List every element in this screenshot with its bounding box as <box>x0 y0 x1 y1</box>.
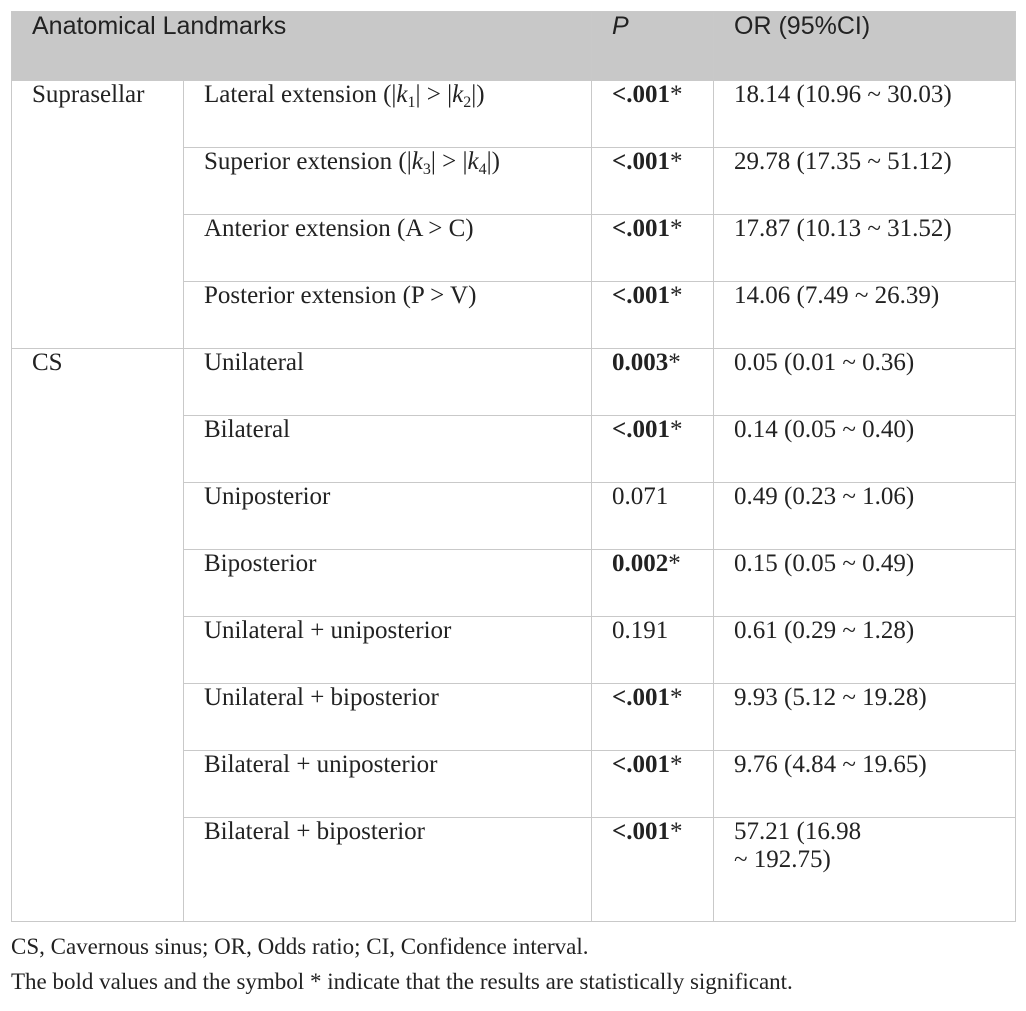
group-label-cs: CS <box>12 349 184 922</box>
odds-ratio: 29.78 (17.35 ~ 51.12) <box>714 148 1016 215</box>
odds-ratio: 0.05 (0.01 ~ 0.36) <box>714 349 1016 416</box>
row-label: Bilateral + uniposterior <box>184 751 592 818</box>
row-label: Posterior extension (P > V) <box>184 282 592 349</box>
header-p: P <box>592 12 714 81</box>
row-label: Anterior extension (A > C) <box>184 215 592 282</box>
p-value: 0.071 <box>592 483 714 550</box>
row-label: Uniposterior <box>184 483 592 550</box>
p-value: <.001* <box>592 416 714 483</box>
p-value: <.001* <box>592 818 714 922</box>
row-label: Unilateral + uniposterior <box>184 617 592 684</box>
odds-ratio: 0.61 (0.29 ~ 1.28) <box>714 617 1016 684</box>
p-value: <.001* <box>592 148 714 215</box>
p-value: 0.003* <box>592 349 714 416</box>
odds-ratio: 9.76 (4.84 ~ 19.65) <box>714 751 1016 818</box>
group-label-suprasellar: Suprasellar <box>12 81 184 349</box>
results-table <box>11 11 1016 922</box>
table-footnotes <box>11 929 1021 999</box>
odds-ratio-line2: ~ 192.75) <box>734 846 831 873</box>
p-value: 0.191 <box>592 617 714 684</box>
odds-ratio: 14.06 (7.49 ~ 26.39) <box>714 282 1016 349</box>
odds-ratio: 0.15 (0.05 ~ 0.49) <box>714 550 1016 617</box>
odds-ratio: 18.14 (10.96 ~ 30.03) <box>714 81 1016 148</box>
footnote-abbreviations: CS, Cavernous sinus; OR, Odds ratio; CI, Confidence interval. <box>11 934 589 959</box>
p-value: <.001* <box>592 282 714 349</box>
odds-ratio-line1: 57.21 (16.98 <box>734 818 862 845</box>
p-value: <.001* <box>592 751 714 818</box>
odds-ratio <box>714 818 1016 922</box>
row-label: Unilateral + biposterior <box>184 684 592 751</box>
row-label: Bilateral <box>184 416 592 483</box>
row-label: Unilateral <box>184 349 592 416</box>
table-row <box>12 349 1016 416</box>
p-value: <.001* <box>592 81 714 148</box>
odds-ratio: 0.49 (0.23 ~ 1.06) <box>714 483 1016 550</box>
odds-ratio: 17.87 (10.13 ~ 31.52) <box>714 215 1016 282</box>
header-anatomical-landmarks: Anatomical Landmarks <box>12 12 592 81</box>
row-label: Superior extension $(|k_3| > |k_4|)$ <box>184 148 592 215</box>
header-row <box>12 12 1016 81</box>
p-value: <.001* <box>592 215 714 282</box>
p-value: 0.002* <box>592 550 714 617</box>
table-row <box>12 81 1016 148</box>
odds-ratio: 9.93 (5.12 ~ 19.28) <box>714 684 1016 751</box>
footnote-significance: The bold values and the symbol * indicate that the results are statistically significant. <box>11 969 793 994</box>
header-or: OR (95%CI) <box>714 12 1016 81</box>
odds-ratio: 0.14 (0.05 ~ 0.40) <box>714 416 1016 483</box>
p-value: <.001* <box>592 684 714 751</box>
row-label: Biposterior <box>184 550 592 617</box>
row-label: Lateral extension $(|k_1| > |k_2|)$ <box>184 81 592 148</box>
row-label: Bilateral + biposterior <box>184 818 592 922</box>
